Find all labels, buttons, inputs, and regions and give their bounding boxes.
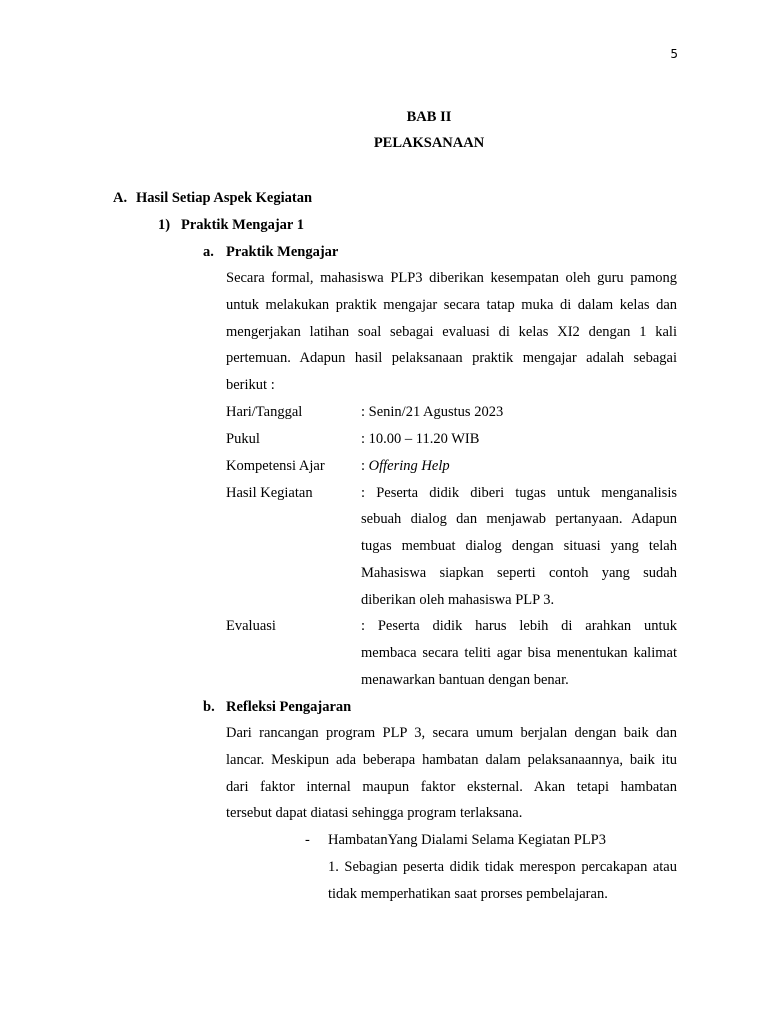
detail-value-text: Peserta didik harus lebih di arahkan untuk [377,618,677,634]
detail-value-text: Peserta didik diberi tugas untuk menganalisis [376,485,677,501]
subsection-1-title: Praktik Mengajar 1 [181,217,304,233]
chapter-label: BAB II [406,109,452,125]
detail-value-competency [361,457,450,475]
item-b-paragraph-line: dari faktor internal maupun faktor eksternal. Akan tetapi hambatan [226,779,677,795]
detail-colon: : [361,431,369,447]
item-a-paragraph-line: Secara formal, mahasiswa PLP3 diberikan kesempatan oleh guru pamong [226,270,677,286]
section-a-title: Hasil Setiap Aspek Kegiatan [136,190,313,206]
detail-value-time [361,430,479,448]
detail-label-date: Hari/Tanggal [226,404,303,420]
item-a-paragraph-line: untuk melakukan praktik mengajar secara tatap muka di dalam kelas dan [226,297,677,313]
detail-value-text: 10.00 – 11.20 WIB [368,431,480,447]
item-b-paragraph-line: Dari rancangan program PLP 3, secara umum berjalan dengan baik dan [226,725,677,741]
detail-value-result-line: diberikan oleh mahasiswa PLP 3. [361,592,555,608]
subsection-1-marker: 1) [158,217,171,233]
bullet-dash: - [305,832,310,848]
detail-value-date [361,403,503,421]
detail-value-text: Senin/21 Agustus 2023 [368,404,504,420]
item-a-title: Praktik Mengajar [226,244,339,260]
chapter-title: PELAKSANAAN [373,135,485,151]
page-number: 5 [670,47,678,61]
item-b-title: Refleksi Pengajaran [226,699,352,715]
item-b-paragraph-line: lancar. Meskipun ada beberapa hambatan dalam pelaksanaannya, baik itu [226,752,677,768]
detail-colon: : [361,485,377,501]
detail-value-result-line: Mahasiswa siapkan seperti contoh yang sudah [361,565,677,581]
item-a-paragraph-line: pertemuan. Adapun hasil pelaksanaan praktik mengajar adalah sebagai [226,350,677,366]
detail-label-evaluation: Evaluasi [226,618,276,634]
item-b-paragraph-line: tersebut dapat diatasi sehingga program terlaksana. [226,805,523,821]
bullet-point-line: tidak memperhatikan saat prorses pembelajaran. [328,886,608,902]
bullet-point-line: 1. Sebagian peserta didik tidak merespon percakapan atau [328,859,677,875]
detail-value-text: Offering Help [368,458,450,474]
detail-colon: : [361,404,369,420]
detail-value-result-line: tugas membuat dialog dengan situasi yang telah [361,538,677,554]
detail-value-evaluation-line: membaca secara teliti agar bisa menentukan kalimat [361,645,677,661]
detail-label-competency: Kompetensi Ajar [226,458,325,474]
detail-colon: : [361,618,378,634]
item-a-paragraph-line: mengerjakan latihan soal sebagai evaluasi di kelas XI2 dengan 1 kali [226,324,677,340]
item-b-marker: b. [203,699,215,715]
section-a-marker: A. [113,190,128,206]
item-a-marker: a. [203,244,214,260]
bullet-title: HambatanYang Dialami Selama Kegiatan PLP3 [328,832,606,848]
detail-value-evaluation-line [361,617,677,635]
detail-colon: : [361,458,369,474]
detail-value-result-line [361,484,677,502]
detail-label-result: Hasil Kegiatan [226,485,313,501]
detail-value-evaluation-line: menawarkan bantuan dengan benar. [361,672,569,688]
item-a-paragraph-line: berikut : [226,377,275,393]
detail-label-time: Pukul [226,431,260,447]
detail-value-result-line: sebuah dialog dan menjawab pertanyaan. Adapun [361,511,677,527]
